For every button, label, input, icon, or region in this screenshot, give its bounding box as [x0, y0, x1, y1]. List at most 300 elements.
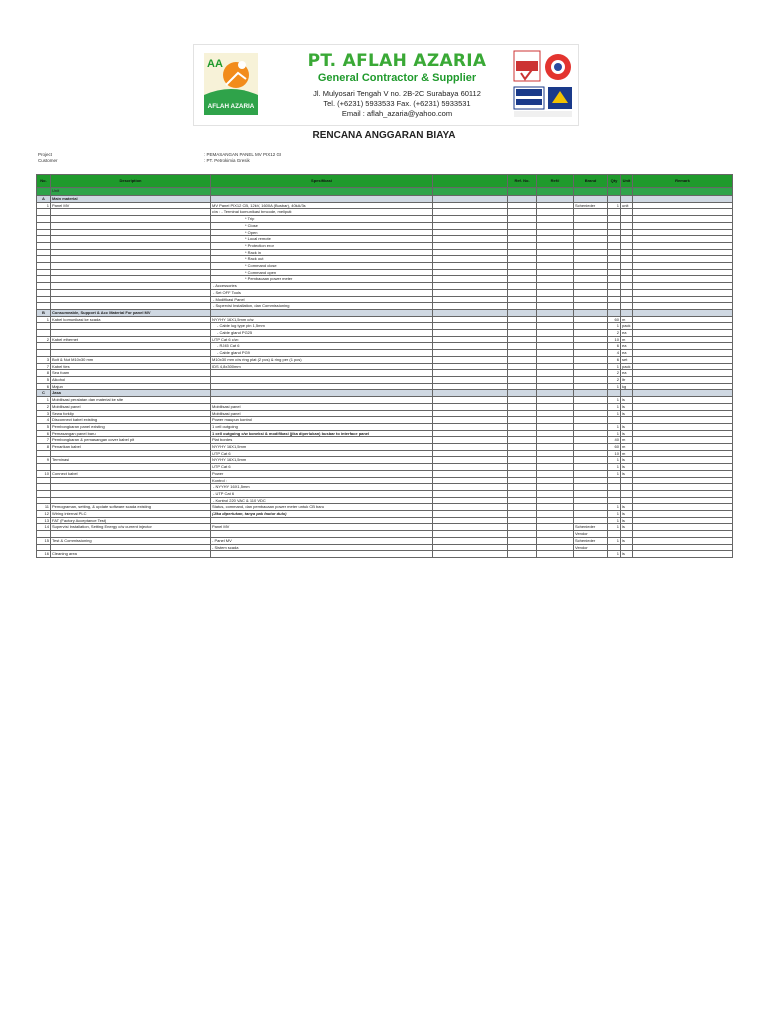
cell-desc: [51, 283, 211, 290]
customer-value: : PT. Petrokimia Gresik: [204, 158, 250, 163]
cell-desc: Pembongkaran & pemasangan cover kabel pit: [51, 437, 211, 444]
table-row: [37, 444, 733, 451]
cell: [537, 316, 574, 323]
cell-desc: [51, 323, 211, 330]
cell: [508, 316, 537, 323]
cell-no: 7: [37, 437, 51, 444]
cell: [537, 417, 574, 424]
cell-spec: NYYHY 16X1,5mm: [211, 444, 433, 451]
cell-qty: 1: [608, 511, 621, 518]
cell: [508, 229, 537, 236]
cell-unit: ls: [621, 524, 633, 531]
cell-brand: [574, 323, 608, 330]
cell-qty: [608, 249, 621, 256]
cell: [633, 430, 733, 437]
cell: [633, 330, 733, 337]
cell-brand: [574, 256, 608, 263]
cell: [537, 430, 574, 437]
table-row: [37, 343, 733, 350]
cell-no: [37, 249, 51, 256]
cell-unit: ea: [621, 343, 633, 350]
table-row: [37, 497, 733, 504]
table-row: [37, 504, 733, 511]
cell-brand: [574, 444, 608, 451]
cell-qty: [608, 490, 621, 497]
company-tagline: General Contractor & Supplier: [317, 72, 477, 84]
company-name: PT. AFLAH AZARIA: [307, 51, 487, 71]
cell-qty: [608, 289, 621, 296]
cell: [633, 216, 733, 223]
cell-brand: [574, 504, 608, 511]
cell: [433, 249, 508, 256]
cell-unit: ls: [621, 504, 633, 511]
table-row: [37, 464, 733, 471]
cell: [574, 188, 608, 196]
cell-brand: [574, 517, 608, 524]
cell: [537, 249, 574, 256]
cell-qty: [608, 256, 621, 263]
cell: [433, 330, 508, 337]
cell-unit: unit: [621, 202, 633, 209]
cell-brand: [574, 363, 608, 370]
cell: [537, 551, 574, 558]
cell-qty: 1: [608, 430, 621, 437]
table-row: [37, 296, 733, 303]
cell: [508, 309, 537, 316]
table-row: [37, 242, 733, 249]
cell-desc: [51, 477, 211, 484]
cell-desc: Kabel ethernet: [51, 336, 211, 343]
cell-no: [37, 283, 51, 290]
cell-desc: Pemograman, setting, & update software scada existing: [51, 504, 211, 511]
cell: [537, 537, 574, 544]
cell-desc: Main material: [51, 196, 211, 203]
cell-qty: [608, 484, 621, 491]
cell-brand: [574, 397, 608, 404]
cell-spec: - Sistem scada: [211, 544, 433, 551]
cell-spec: - Set OFF Tools: [211, 289, 433, 296]
cell-desc: Terminasi: [51, 457, 211, 464]
budget-table: [36, 174, 733, 558]
cell-desc: Majun: [51, 383, 211, 390]
cell-desc: [51, 222, 211, 229]
cell-no: [37, 216, 51, 223]
cell: [508, 504, 537, 511]
cell: [508, 551, 537, 558]
cell-desc: [51, 303, 211, 310]
cell: [633, 269, 733, 276]
cell-spec: * Rack in: [211, 249, 433, 256]
cell: [508, 537, 537, 544]
cell-desc: [51, 330, 211, 337]
cell: [508, 283, 537, 290]
cell: [633, 410, 733, 417]
cell: [433, 316, 508, 323]
cell-qty: [608, 417, 621, 424]
cell: [633, 376, 733, 383]
cell-qty: 1: [608, 397, 621, 404]
cell: [537, 229, 574, 236]
cell: [633, 504, 733, 511]
cell-brand: [574, 229, 608, 236]
cell-qty: [608, 229, 621, 236]
cell-no: [37, 289, 51, 296]
cell: [633, 477, 733, 484]
cell: [508, 376, 537, 383]
cell-desc: [51, 216, 211, 223]
cell: [433, 423, 508, 430]
cell: [537, 423, 574, 430]
cell-no: 1: [37, 202, 51, 209]
cell-qty: 1: [608, 551, 621, 558]
cell: [633, 222, 733, 229]
cell-unit: [621, 249, 633, 256]
cell-no: 5: [37, 423, 51, 430]
cell-unit: ls: [621, 410, 633, 417]
cell-no: 15: [37, 537, 51, 544]
cell-spec: - UTP Cat 6: [211, 490, 433, 497]
cell-qty: 2: [608, 330, 621, 337]
table-header-row: [37, 175, 733, 188]
cell: [633, 276, 733, 283]
cell-qty: [608, 283, 621, 290]
table-row: [37, 263, 733, 270]
unit-label: Unit: [51, 188, 211, 196]
cell: [508, 517, 537, 524]
cell-brand: [574, 296, 608, 303]
cell: [537, 188, 574, 196]
cell-unit: [621, 222, 633, 229]
cell-no: [37, 330, 51, 337]
cell-spec: Kontrol :: [211, 477, 433, 484]
cell-qty: 1: [608, 423, 621, 430]
cell-qty: 1: [608, 457, 621, 464]
cell-no: [37, 450, 51, 457]
cell: [633, 417, 733, 424]
table-row: [37, 303, 733, 310]
cell-unit: ls: [621, 551, 633, 558]
cell: [537, 484, 574, 491]
cell: [508, 477, 537, 484]
cell-unit: [621, 263, 633, 270]
cell-qty: 1: [608, 363, 621, 370]
cell-no: 16: [37, 551, 51, 558]
cell: [608, 188, 621, 196]
table-row: [37, 423, 733, 430]
col-header: [433, 175, 508, 188]
cell: [633, 390, 733, 397]
cell-brand: [574, 283, 608, 290]
table-row: [37, 249, 733, 256]
cell: [537, 504, 574, 511]
cell-unit: [621, 303, 633, 310]
cell-no: [37, 531, 51, 538]
cell-brand: [574, 497, 608, 504]
cell-unit: ls: [621, 457, 633, 464]
cell-qty: [608, 236, 621, 243]
cell-qty: 1: [608, 524, 621, 531]
col-header: Ref#: [537, 175, 574, 188]
cell: [537, 263, 574, 270]
cell: [433, 229, 508, 236]
cell-no: [37, 209, 51, 216]
cell: [537, 283, 574, 290]
cell: [433, 464, 508, 471]
cell: [633, 490, 733, 497]
cell: [537, 216, 574, 223]
table-row: [37, 376, 733, 383]
cell-spec: * Rack out: [211, 256, 433, 263]
cell: [633, 309, 733, 316]
cell: [433, 303, 508, 310]
cell: [508, 450, 537, 457]
cell: [508, 410, 537, 417]
cell: [633, 551, 733, 558]
cell-unit: m: [621, 437, 633, 444]
cell: [633, 450, 733, 457]
cell-brand: [574, 423, 608, 430]
cell-spec: - Modifikasi Panel: [211, 296, 433, 303]
cell-qty: [608, 263, 621, 270]
cell-brand: [574, 450, 608, 457]
cell: [433, 444, 508, 451]
col-header: Spesifikasi: [211, 175, 433, 188]
cell: [433, 490, 508, 497]
cell: [433, 551, 508, 558]
cell-no: 4: [37, 417, 51, 424]
company-address: Jl. Mulyosari Tengah V no. 2B-2C Surabaya 60112: [313, 89, 481, 98]
table-row: [37, 537, 733, 544]
table-row: [37, 350, 733, 357]
cell-no: [37, 229, 51, 236]
cell-no: 11: [37, 504, 51, 511]
cell-spec: [211, 390, 433, 397]
cell-desc: [51, 464, 211, 471]
cell: [537, 309, 574, 316]
col-header: Ref. No.: [508, 175, 537, 188]
cell-desc: [51, 484, 211, 491]
col-header: Qty: [608, 175, 621, 188]
cell: [633, 370, 733, 377]
cell-no: [37, 303, 51, 310]
table-row: [37, 276, 733, 283]
cell: [508, 497, 537, 504]
cell: [537, 276, 574, 283]
cell-spec: - Accessories: [211, 283, 433, 290]
cell-desc: Mobilisasi peralatan dan material ke site: [51, 397, 211, 404]
project-value: : PEMASANGAN PANEL MV PIX12 GI: [204, 152, 282, 157]
cell-desc: [51, 249, 211, 256]
table-row: [37, 511, 733, 518]
table-row: [37, 363, 733, 370]
cell-unit: m: [621, 444, 633, 451]
cell-qty: 1: [608, 464, 621, 471]
cell-no: 12: [37, 511, 51, 518]
cell-spec: NYYHY 16X1,5mm: [211, 457, 433, 464]
cell-qty: 10: [608, 450, 621, 457]
section-row: [37, 309, 733, 316]
cell-spec: Panel MV: [211, 524, 433, 531]
cell: [633, 202, 733, 209]
cell: [433, 470, 508, 477]
cell-spec: NYYHY 16X1,5mm c/w:: [211, 316, 433, 323]
cell: [433, 350, 508, 357]
cell-spec: [211, 370, 433, 377]
cell-desc: [51, 296, 211, 303]
company-phone: Tel. (+6231) 5933533 Fax. (+6231) 5933531: [323, 99, 471, 108]
cell-no: 6: [37, 430, 51, 437]
cell-spec: [211, 551, 433, 558]
cell-unit: [621, 242, 633, 249]
cell: [633, 423, 733, 430]
section-row: [37, 196, 733, 203]
cell: [433, 477, 508, 484]
cell-spec: - NYYHY 16X1,5mm: [211, 484, 433, 491]
cell-qty: 1: [608, 537, 621, 544]
col-header: Remark: [633, 175, 733, 188]
cell-desc: [51, 209, 211, 216]
cell-unit: [621, 477, 633, 484]
cell-spec: [211, 531, 433, 538]
cell-brand: [574, 350, 608, 357]
cell: [433, 323, 508, 330]
project-label: Project: [38, 152, 53, 157]
cell-brand: [574, 417, 608, 424]
customer-label: Customer: [38, 158, 58, 163]
cell-spec: - Cable gland PG9: [211, 350, 433, 357]
cell: [433, 544, 508, 551]
cell-spec: * Command close: [211, 263, 433, 270]
table-row: [37, 490, 733, 497]
cell-brand: [574, 309, 608, 316]
cell: [508, 249, 537, 256]
cell: [537, 490, 574, 497]
cell-qty: [608, 242, 621, 249]
table-row: [37, 544, 733, 551]
cell: [537, 397, 574, 404]
cell-no: 8: [37, 444, 51, 451]
cell-brand: [574, 484, 608, 491]
cell: [537, 209, 574, 216]
cell-spec: * Close: [211, 222, 433, 229]
cell: [508, 256, 537, 263]
cell-unit: m: [621, 450, 633, 457]
col-header: Description: [51, 175, 211, 188]
cell-brand: [574, 370, 608, 377]
cell-spec: 1 cell outgoing: [211, 423, 433, 430]
cell: [433, 363, 508, 370]
cell-spec: M10x30 mm c/w ring plat (2 pcs) & ring per (1 pcs): [211, 356, 433, 363]
cell-spec: - Cable lug type pin 1,5mm: [211, 323, 433, 330]
cell-qty: [608, 390, 621, 397]
cell: [433, 309, 508, 316]
cell: [537, 477, 574, 484]
cell-brand: [574, 457, 608, 464]
cell: [633, 457, 733, 464]
cell-qty: 40: [608, 437, 621, 444]
cell-desc: Bolt & Nut M10x30 mm: [51, 356, 211, 363]
cell-no: 8: [37, 370, 51, 377]
cell: [537, 497, 574, 504]
cell-spec: Power maupun kontrol: [211, 417, 433, 424]
cell-no: 3: [37, 410, 51, 417]
cell: [537, 457, 574, 464]
cell: [508, 336, 537, 343]
table-row: [37, 269, 733, 276]
cell-desc: Jasa: [51, 390, 211, 397]
cell-brand: [574, 249, 608, 256]
cell: [537, 370, 574, 377]
table-row: [37, 370, 733, 377]
cell-spec: [211, 383, 433, 390]
cell-brand: Vendor: [574, 544, 608, 551]
cell: [433, 263, 508, 270]
table-row: [37, 316, 733, 323]
cell-desc: Cleaning area: [51, 551, 211, 558]
cell: [633, 437, 733, 444]
cell-unit: set: [621, 356, 633, 363]
cell: [633, 263, 733, 270]
cell-qty: [608, 216, 621, 223]
cell: [433, 457, 508, 464]
cell: [433, 437, 508, 444]
cell-no: [37, 242, 51, 249]
cell-brand: Schenieder: [574, 202, 608, 209]
cell-unit: [621, 490, 633, 497]
cell-spec: c/w : - Terminal komunikasi bmcode, meliputi:: [211, 209, 433, 216]
table-row: [37, 417, 733, 424]
table-row: [37, 222, 733, 229]
cell-no: C: [37, 390, 51, 397]
cell-no: 9: [37, 457, 51, 464]
cell-qty: 1: [608, 383, 621, 390]
cell-qty: 1: [608, 202, 621, 209]
cell: [433, 236, 508, 243]
cell: [633, 249, 733, 256]
table-row: [37, 531, 733, 538]
cell-brand: [574, 216, 608, 223]
cell-brand: [574, 390, 608, 397]
cell: [433, 537, 508, 544]
cell: [537, 403, 574, 410]
table-row: [37, 437, 733, 444]
cell-brand: [574, 316, 608, 323]
cell-no: [37, 343, 51, 350]
table-row: [37, 256, 733, 263]
cell-unit: ls: [621, 430, 633, 437]
cell-brand: [574, 343, 608, 350]
cell: [537, 383, 574, 390]
cell: [633, 470, 733, 477]
cell-qty: [608, 222, 621, 229]
cell-unit: [621, 544, 633, 551]
svg-text:AFLAH AZARIA: AFLAH AZARIA: [207, 103, 255, 110]
table-row: [37, 202, 733, 209]
cell: [508, 242, 537, 249]
cell: [537, 343, 574, 350]
cell: [433, 188, 508, 196]
cell-no: [37, 490, 51, 497]
cell-qty: 1: [608, 470, 621, 477]
cell-desc: [51, 450, 211, 457]
cell: [433, 497, 508, 504]
cell-desc: Sewa forklip: [51, 410, 211, 417]
cell: [633, 403, 733, 410]
cell: [633, 316, 733, 323]
cell: [508, 356, 537, 363]
cell-spec: - Supervisi Installation, dan Commissioning: [211, 303, 433, 310]
cell-desc: [51, 256, 211, 263]
